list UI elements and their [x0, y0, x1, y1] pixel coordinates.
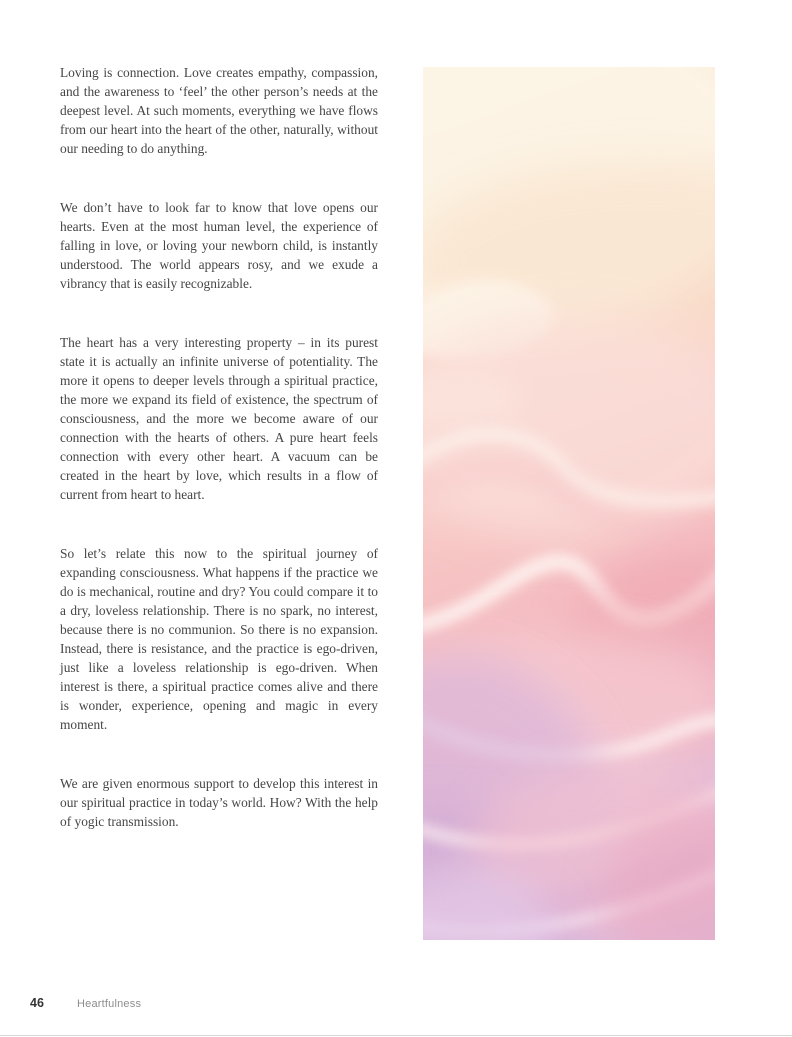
rose-petals-illustration: [423, 67, 715, 940]
book-title: Heartfulness: [77, 997, 142, 1010]
page-footer: [0, 996, 792, 1016]
page-number: 46: [30, 996, 44, 1010]
paragraph: We don’t have to look far to know that love opens our hearts. Even at the most human level, the experience of falling in love, or loving your newborn child, is instantly understood. The world appears rosy, and we exude a vibrancy that is easily recognizable.: [60, 200, 378, 291]
paragraph: So let’s relate this now to the spiritual journey of expanding consciousness. What happens if the practice we do is mechanical, routine and dry? You could compare it to a dry, loveless relationship. There is no spark, no interest, because there is no communion. So there is no expansion. Instead, there is resistance, and the practice is ego-driven, just like a loveless relationship is ego-driven. When interest is there, a spiritual practice comes alive and there is wonder, experience, opening and magic in every moment.: [60, 546, 378, 732]
rose-petals-photo: [423, 67, 715, 940]
paragraph: Loving is connection. Love creates empathy, compassion, and the awareness to ‘feel’ the other person’s needs at the deepest level. At such moments, everything we have flows from our heart into the heart of the other, naturally, without our needing to do anything.: [60, 65, 378, 156]
page-bottom-edge: [0, 1035, 792, 1036]
body-text: [60, 63, 378, 871]
paragraph: We are given enormous support to develop this interest in our spiritual practice in today’s world. How? With the help of yogic transmission.: [60, 776, 378, 829]
paragraph: The heart has a very interesting property – in its purest state it is actually an infinite universe of potentiality. The more it opens to deeper levels through a spiritual practice, the more we expand its field of existence, the spectrum of consciousness, and the more we become aware of our connection with the hearts of others. A pure heart feels connection with every other heart. A vacuum can be created in the heart by love, which results in a flow of current from heart to heart.: [60, 335, 378, 502]
